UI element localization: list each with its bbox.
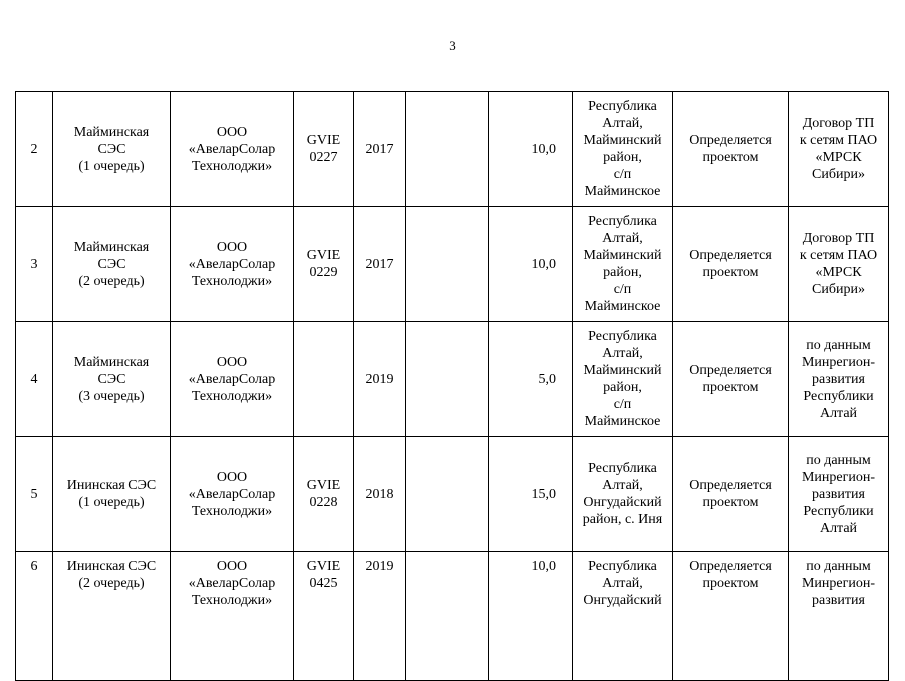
cell-line: Республика [588, 559, 657, 574]
cell-line: Сибири» [812, 282, 865, 297]
cell-connection [673, 92, 789, 207]
cell-line: Договор ТП [802, 231, 875, 246]
cell-line: Определяется [689, 478, 772, 493]
cell-line: Алтай, [602, 478, 643, 493]
cell-line: Майминское [584, 414, 661, 429]
table-row [16, 552, 889, 681]
cell-line: район, [603, 265, 642, 280]
cell-line: GVIE [306, 559, 341, 574]
cell-line: проектом [702, 380, 759, 395]
cell-company [171, 552, 294, 681]
cell-code [294, 92, 354, 207]
cell-year: 2017 [354, 207, 406, 322]
table-body [16, 92, 889, 681]
cell-line: (1 очередь) [78, 158, 145, 174]
cell-line: (3 очередь) [78, 388, 145, 404]
cell-number: 3 [16, 207, 53, 322]
cell-source [789, 322, 889, 437]
cell-line: Минрегион- [801, 576, 876, 591]
table-row [16, 322, 889, 437]
solar-stations-table [15, 91, 889, 681]
cell-line: 0228 [309, 495, 338, 510]
cell-line: Майминская [73, 354, 150, 370]
cell-code [294, 322, 354, 437]
cell-line: 0425 [309, 576, 338, 591]
cell-line: Майминское [584, 299, 661, 314]
cell-line: Технолоджи» [191, 593, 273, 608]
cell-station-name [53, 437, 171, 552]
cell-empty [406, 552, 489, 681]
table-row [16, 207, 889, 322]
cell-line: «АвеларСолар [188, 256, 276, 272]
cell-line: Республика [588, 329, 657, 344]
cell-line: ООО [216, 469, 248, 485]
table-row [16, 437, 889, 552]
cell-source [789, 92, 889, 207]
cell-company [171, 322, 294, 437]
cell-station-name [53, 322, 171, 437]
cell-year: 2019 [354, 552, 406, 681]
cell-line: Республика [588, 99, 657, 114]
cell-connection [673, 322, 789, 437]
cell-line: Ининская СЭС [66, 478, 157, 493]
cell-empty [406, 437, 489, 552]
cell-number: 5 [16, 437, 53, 552]
cell-line: Определяется [689, 363, 772, 378]
cell-line: Технолоджи» [191, 158, 273, 174]
cell-line: с/п [613, 282, 632, 297]
cell-line: Республика [588, 214, 657, 229]
cell-line: район, [603, 380, 642, 395]
cell-line: «АвеларСолар [188, 371, 276, 387]
cell-line: по данным [806, 337, 871, 353]
cell-line: Онгудайский [583, 593, 662, 608]
cell-location [573, 437, 673, 552]
cell-empty [406, 322, 489, 437]
cell-company [171, 207, 294, 322]
cell-line: Сибири» [812, 167, 865, 182]
cell-line: проектом [702, 265, 759, 280]
cell-power: 15,0 [489, 437, 573, 552]
cell-location [573, 207, 673, 322]
cell-location [573, 552, 673, 681]
cell-line: Алтай, [602, 116, 643, 131]
cell-line: ООО [216, 559, 248, 574]
cell-line: «АвеларСолар [188, 576, 276, 591]
cell-line: GVIE [306, 248, 341, 263]
cell-line: развития [812, 593, 865, 608]
cell-line: Республики [803, 503, 874, 519]
cell-code [294, 552, 354, 681]
cell-year: 2018 [354, 437, 406, 552]
cell-line: GVIE [306, 478, 341, 493]
cell-line: Минрегион- [801, 354, 876, 370]
cell-line: (1 очередь) [78, 495, 145, 510]
cell-number: 6 [16, 552, 53, 681]
cell-line: с/п [613, 167, 632, 182]
cell-line: проектом [702, 150, 759, 165]
cell-line: Майминское [584, 184, 661, 199]
cell-line: Определяется [689, 248, 772, 263]
cell-station-name [53, 552, 171, 681]
cell-line: Определяется [689, 133, 772, 148]
cell-line: Республика [588, 461, 657, 476]
cell-connection [673, 207, 789, 322]
cell-company [171, 437, 294, 552]
cell-line: развития [812, 486, 865, 502]
cell-line: Алтай, [602, 346, 643, 361]
cell-power: 10,0 [489, 207, 573, 322]
cell-power: 5,0 [489, 322, 573, 437]
cell-line: с/п [613, 397, 632, 412]
cell-line: Алтай, [602, 231, 643, 246]
cell-line: по данным [806, 452, 871, 468]
cell-line: ООО [216, 354, 248, 370]
table-row [16, 92, 889, 207]
cell-line: Онгудайский [583, 495, 662, 510]
cell-line: СЭС [97, 371, 126, 387]
cell-line: 0229 [309, 265, 338, 280]
cell-year: 2019 [354, 322, 406, 437]
cell-line: Определяется [689, 559, 772, 574]
cell-line: проектом [702, 495, 759, 510]
cell-line: Майминская [73, 124, 150, 140]
cell-line: (2 очередь) [78, 273, 145, 289]
cell-line: Майминский [583, 248, 662, 263]
cell-line: Алтай [819, 520, 858, 536]
cell-number: 2 [16, 92, 53, 207]
cell-line: СЭС [97, 141, 126, 157]
cell-station-name [53, 207, 171, 322]
cell-source [789, 207, 889, 322]
cell-power: 10,0 [489, 552, 573, 681]
cell-line: развития [812, 371, 865, 387]
cell-line: проектом [702, 576, 759, 591]
cell-year: 2017 [354, 92, 406, 207]
cell-line: по данным [806, 559, 871, 574]
cell-line: «МРСК [815, 150, 862, 165]
cell-line: Республики [803, 388, 874, 404]
cell-line: Технолоджи» [191, 273, 273, 289]
cell-connection [673, 552, 789, 681]
cell-line: Минрегион- [801, 469, 876, 485]
cell-line: Алтай [819, 405, 858, 421]
cell-line: к сетям ПАО [799, 248, 878, 263]
cell-number: 4 [16, 322, 53, 437]
cell-source [789, 552, 889, 681]
cell-empty [406, 92, 489, 207]
cell-line: Ининская СЭС [66, 559, 157, 574]
cell-code [294, 207, 354, 322]
cell-location [573, 322, 673, 437]
cell-line: «АвеларСолар [188, 141, 276, 157]
cell-empty [406, 207, 489, 322]
cell-line: (2 очередь) [78, 576, 145, 591]
cell-line: ООО [216, 239, 248, 255]
cell-line: СЭС [97, 256, 126, 272]
cell-line: Технолоджи» [191, 388, 273, 404]
cell-code [294, 437, 354, 552]
cell-location [573, 92, 673, 207]
cell-line: Алтай, [602, 576, 643, 591]
cell-line: Майминский [583, 363, 662, 378]
cell-company [171, 92, 294, 207]
cell-line: Майминский [583, 133, 662, 148]
cell-line: к сетям ПАО [799, 133, 878, 148]
page-number: 3 [449, 38, 456, 53]
cell-line: Майминская [73, 239, 150, 255]
cell-line: район, [603, 150, 642, 165]
cell-line: район, с. Иня [582, 512, 663, 527]
cell-line: GVIE [306, 133, 341, 148]
cell-connection [673, 437, 789, 552]
cell-source [789, 437, 889, 552]
cell-station-name [53, 92, 171, 207]
cell-line: Технолоджи» [191, 503, 273, 519]
cell-line: 0227 [309, 150, 338, 165]
table-container [15, 91, 888, 608]
cell-line: Договор ТП [802, 116, 875, 131]
cell-line: ООО [216, 124, 248, 140]
cell-line: «АвеларСолар [188, 486, 276, 502]
cell-power: 10,0 [489, 92, 573, 207]
cell-line: «МРСК [815, 265, 862, 280]
